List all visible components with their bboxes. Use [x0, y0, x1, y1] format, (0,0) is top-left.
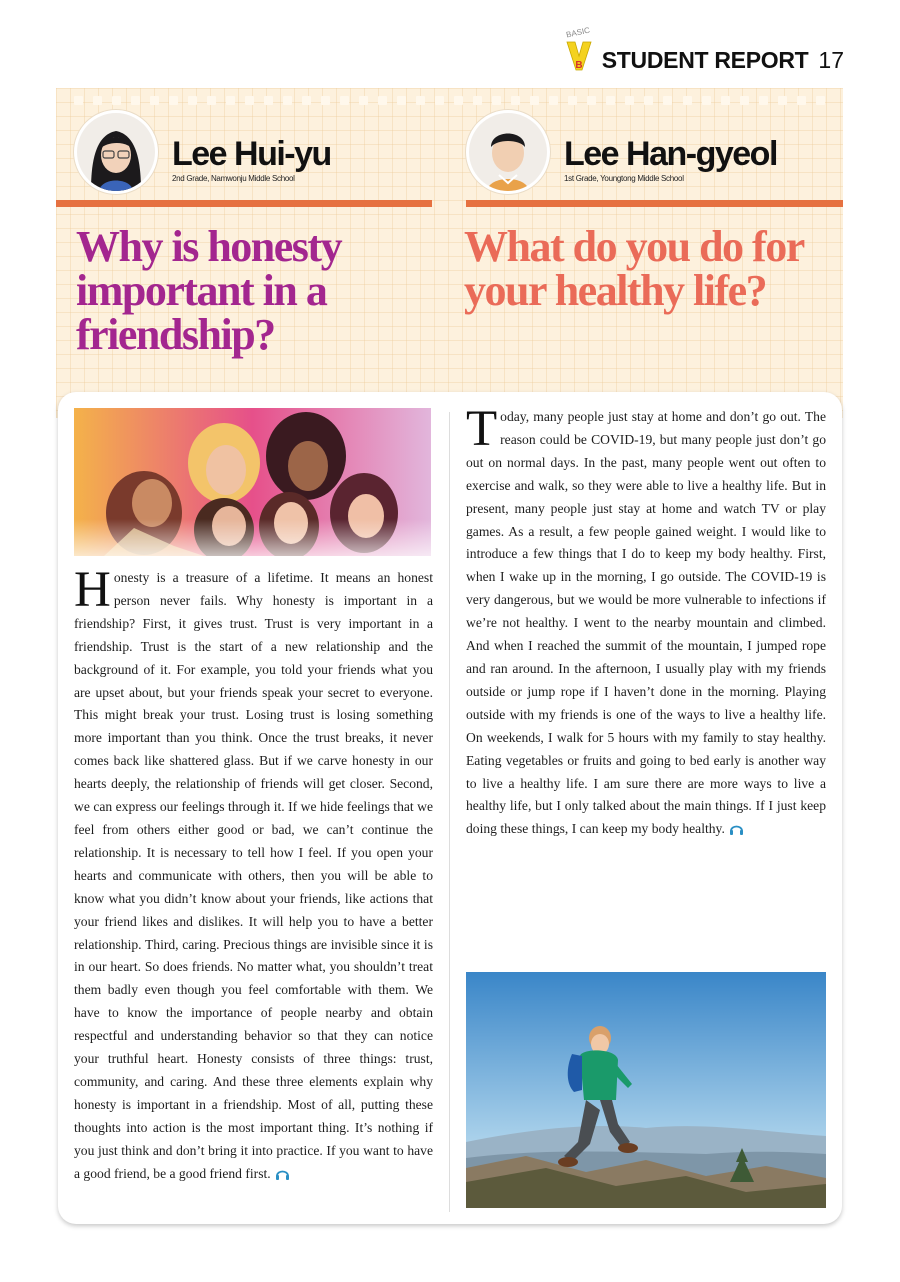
headline-divider-left — [56, 200, 432, 207]
author-block-right — [466, 110, 777, 194]
v-logo-icon — [564, 38, 594, 74]
logo-basic-text: BASIC — [565, 25, 591, 40]
headphones-icon — [729, 822, 744, 835]
student-photo-girl — [77, 113, 155, 191]
logo-letter: B — [575, 60, 583, 71]
author-school: 2nd Grade, Namwonju Middle School — [172, 173, 295, 183]
article-text: oday, many people just stay at home and don’t go out. The reason could be COVID-19, but many people just don’t go out on normal days. In the past, many people went out often to exercise and walk, so they were able to live a healthy life. But in present, many people just stay at home and watch TV or play games. As a result, a few people gained weight. I would like to introduce a few things that I do to keep my body healthy. First, when I wake up in the morning, I go outside. The COVID-19 is very dangerous, but we would be more vulnerable to infections if we’re not healthy. I went to the nearby mountain and climbed. And when I reached the summit of the mountain, I jumped rope and ran around. In the afternoon, I usually play with my friends outside or jump rope if I haven’t done in the morning. Playing outside with my friends is one of the ways to live a healthy life. On weekends, I walk for 5 hours with my family to stay healthy. Eating vegetables or fruits and going to bed early is another way to live a healthy life. I am sure there are more ways to live a healthy life, but I only talked about the main things. If I just keep doing these things, I can keep my body healthy. — [466, 409, 826, 837]
avatar — [74, 110, 158, 194]
article-text: onesty is a treasure of a lifetime. It means an honest person never fails. Why honesty is important in a friendship? First, it gives trust. Trust is very important in a friendship. Trust is the start of a new relationship and the background of it. For example, you told your friends what you are upset about, but your friends speak your secret to everyone. This might break your trust. Losing trust is losing something more important than you think. Once the trust breaks, it never comes back like shattered glass. But if we carve honesty in our hearts deeply, the relationship of friends will get closer. Second, we can express our feelings through it. If we hide feelings that we feel from others either good or bad, we can’t continue the relationship. It is necessary to tell how I feel. If you open your hearts and communicate with others, then you will be able to know what you didn’t know about your friends, like actions that your friend likes and dislikes. It will help you to have a better relationship. Third, caring. Precious things are invisible since it is in our heart. So does friends. No matter what, you shouldn’t treat them badly even though you feel comfortable with them. We have to know the importance of people nearby and obtain respectful and understanding behavior so that they can notice your truthful heart. Honesty consists of three things: trust, community, and caring. And these three elements explain why honesty is important in a friendship. Most of all, putting these thoughts into action is the most important thing. It’s nothing if you just think and don’t bring it into practice. If you want to have a good friend, be a good friend first. — [74, 570, 433, 1181]
column-divider — [449, 412, 450, 1212]
headline-left: Why is honesty important in a friendship? — [76, 222, 342, 359]
author-block-left — [74, 110, 331, 194]
avatar — [466, 110, 550, 194]
author-school: 1st Grade, Youngtong Middle School — [564, 173, 684, 183]
article-banner — [56, 88, 843, 418]
headphones-icon — [275, 1167, 290, 1180]
report-title: STUDENT REPORT — [601, 47, 809, 73]
student-photo-boy — [469, 113, 547, 191]
headline-right: What do you do for your healthy life? — [464, 222, 803, 315]
headline-divider-right — [466, 200, 843, 207]
basic-logo — [564, 25, 596, 74]
drop-cap: T — [466, 401, 498, 457]
article-body-right — [466, 401, 826, 841]
author-name: Lee Han-gyeol — [564, 134, 777, 173]
page-number: 17 — [818, 47, 844, 73]
friends-photo — [74, 408, 431, 556]
page-header — [564, 25, 844, 74]
article-body-left — [74, 562, 433, 1185]
tape-decoration — [74, 96, 825, 106]
hiking-photo — [466, 972, 826, 1208]
drop-cap: H — [74, 562, 111, 618]
author-name: Lee Hui-yu — [172, 134, 331, 173]
